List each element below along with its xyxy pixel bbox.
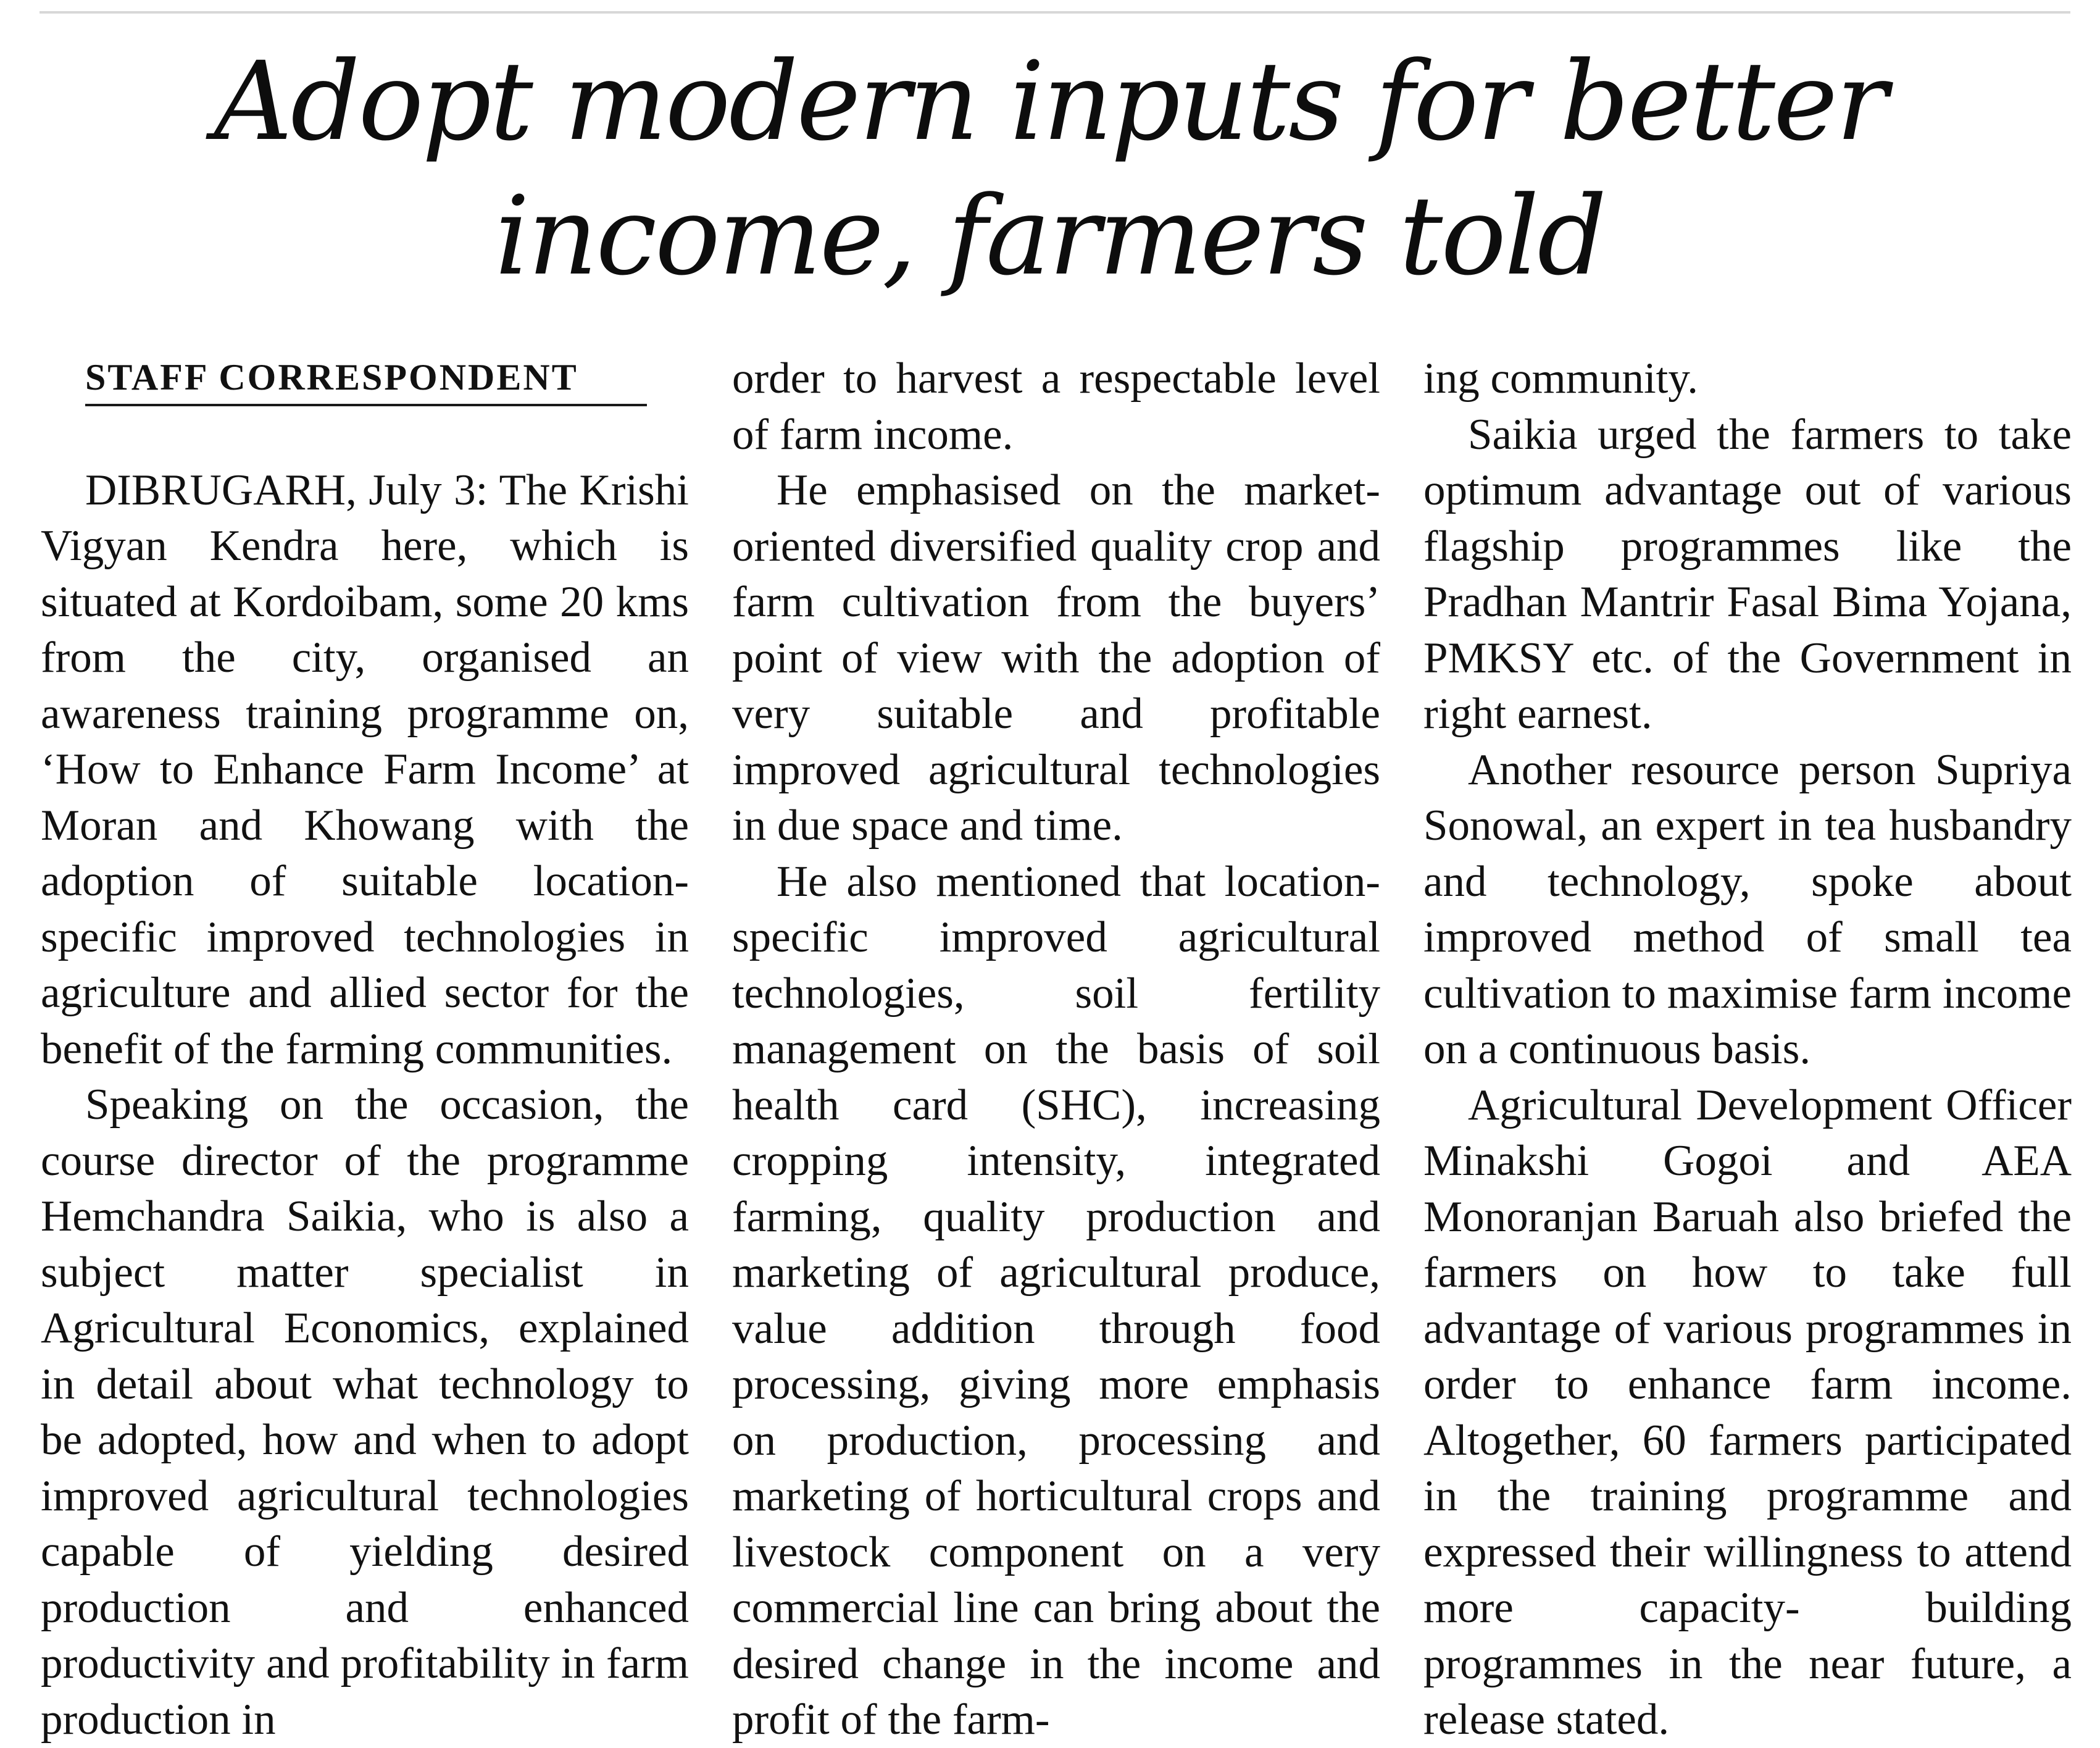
- paragraph-4-part-1: He also mentioned that location-specific improved agricultural technologies, soil fertility management on the basis of soil health card (SHC), increasing cropping intensity, integrated farming, quality production and marketing of agricultural produce, value addition through food processing, giving more emphasis on production, processing and marketing of horticultural crops and livestock component on a very commercial line can bring about the desired change in the income and profit of the farm-: [732, 857, 1380, 1744]
- paragraph-5: Saikia urged the farmers to take optimum advantage out of various flagship programmes like the Pradhan Mantrir Fasal Bima Yojana, PMKSY etc. of the Government in right earnest.: [1423, 410, 2072, 738]
- byline: STAFF CORRESPONDENT: [85, 351, 647, 406]
- paragraph-7: Agricultural Development Officer Minakshi Gogoi and AEA Monoranjan Baruah also briefed the farmers on how to take full advantage of various programmes in order to enhance farm income. Altogether, 60 farmers participated in the training programme and expressed their willingness to attend more capacity- building programmes in the near future, a release stated.: [1423, 1081, 2072, 1744]
- headline-line-1: Adopt modern inputs for better: [214, 38, 1886, 165]
- paragraph-1: DIBRUGARH, July 3: The Krishi Vigyan Kendra here, which is situated at Kordoibam, some 20 kms from the city, organised an awareness training programme on, ‘How to Enhance Farm Income’ at Moran and Khowang with the adoption of suitable location-specific improved technologies in agriculture and allied sector for the benefit of the farming communities.: [41, 466, 689, 1073]
- column-1: [41, 351, 689, 1747]
- paragraph-3: He emphasised on the market-oriented diversified quality crop and farm cultivation from the buyers’ point of view with the adoption of very suitable and profitable improved agricultural technologies in due space and time.: [732, 466, 1380, 850]
- headline-line-2: income, farmers told: [494, 173, 1606, 299]
- paragraph-6: Another resource person Supriya Sonowal, an expert in tea husbandry and technology, spoke about improved method of small tea cultivation to maximise farm income on a continuous basis.: [1423, 745, 2072, 1073]
- top-rule: [40, 11, 2070, 14]
- paragraph-4-part-2: ing community.: [1423, 354, 1699, 403]
- headline: [25, 35, 2075, 304]
- column-2: [732, 351, 1380, 1748]
- paragraph-2-part-1: Speaking on the occasion, the course director of the programme Hemchandra Saikia, who is also a subject matter specialist in Agricultural Economics, explained in detail about what technology to be adopted, how and when to adopt improved agricultural technologies capable of yielding desired production and enhanced productivity and profitability in farm production in: [41, 1081, 689, 1744]
- paragraph-2-part-2: order to harvest a respectable level of farm income.: [732, 354, 1380, 459]
- column-3: [1423, 351, 2072, 1748]
